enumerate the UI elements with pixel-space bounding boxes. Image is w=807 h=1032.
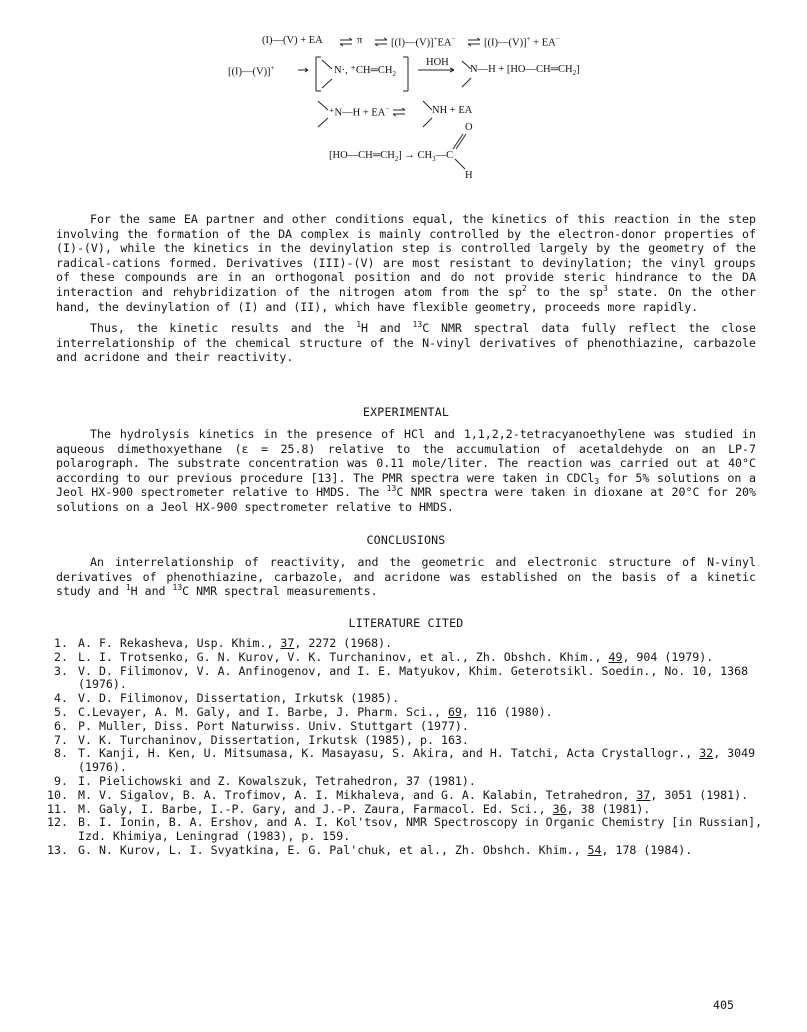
scheme-line2-product: N—H + $[HO—CH═CH_2]$ — [470, 64, 580, 78]
reference-text: P. Muller, Diss. Port Naturwiss. Univ. Stuttgart (1977). — [78, 718, 469, 733]
reference-number: 4. — [54, 691, 68, 706]
reference-item — [34, 706, 774, 720]
scheme-line1-ion-pair: [(I)—(V)]+EA− — [391, 35, 456, 49]
reference-number: 12. — [47, 815, 68, 830]
arrow-line2-a — [298, 68, 308, 72]
scheme-line2-radical: N·, $^+CH═CH_2$ — [334, 65, 396, 79]
reference-item — [34, 747, 774, 775]
reference-number: 9. — [54, 773, 68, 788]
reference-text: G. N. Kurov, L. I. Svyatkina, E. G. Pal'chuk, et al., Zh. Obshch. Khim., 54, 178 (1984). — [78, 842, 693, 857]
reference-text: I. Pielichowski and Z. Kowalszuk, Tetrahedron, 37 (1981). — [78, 773, 476, 788]
conclusions-heading: CONCLUSIONS — [366, 533, 446, 547]
reference-volume: 49 — [608, 649, 623, 664]
paragraph-experimental: The hydrolysis kinetics in the presence of HCl and 1,1,2,2-tetracyanoethylene was studied in aqueous dimethoxyethane (ε = 25.8) relative to the accumulation of acetaldehyde on an LP-7 polarograph. The substrate concentration was 0.11 mole/liter. The reaction was carried out at 40°C according to our previous procedure [13]. The PMR spectra were taken in CDCl$_3$ for 5% solutions on a Jeol HX-900 spectrometer relative to HMDS. The $^{13}$C NMR spectra were taken in dioxane at 20°C for 20% solutions on a Jeol HX-900 spectrometer relative to HMDS. — [56, 427, 757, 514]
reference-volume: 32 — [699, 746, 714, 761]
reference-item — [34, 637, 774, 651]
reference-item — [34, 789, 774, 803]
reference-item — [34, 803, 774, 817]
reference-item — [34, 816, 774, 844]
experimental-heading: EXPERIMENTAL — [362, 405, 450, 419]
paragraph-kinetics: For the same EA partner and other conditions equal, the kinetics of this reaction in the step involving the formation of the DA complex is mainly controlled by the electron-donor properties of (I)-(V), while the kinetics in the devinylation step is controlled largely by the geometry of the radical-cations formed. Derivatives (III)-(V) are most resistant to devinylation; the vinyl groups of these compounds are in an orthogonal position and do not provide steric hindrance to the DA interaction and rehybridization of the nitrogen atom from the $sp^2$ to the $sp^3$ state. On the other hand, the devinylation of (I) and (II), which have flexible geometry, proceeds more rapidly. — [56, 212, 756, 314]
scheme-line4-oxygen: O — [465, 122, 473, 133]
scheme-line2-reactant: [(I)—(V)]+ — [228, 64, 275, 78]
reference-number: 8. — [54, 746, 68, 761]
arrow-hoh — [418, 68, 454, 72]
bracket-right — [403, 57, 408, 91]
reference-text: L. I. Trotsenko, G. N. Kurov, V. K. Turchaninov, et al., Zh. Obshch. Khim., 49, 904 (1979). — [78, 649, 714, 664]
discussion-section — [56, 212, 756, 365]
carbonyl-double-bond — [453, 134, 466, 149]
conclusions-section — [56, 555, 756, 599]
reference-item — [34, 720, 774, 734]
scheme-line1-products: [(I)—(V)]+ + EA− — [484, 35, 560, 49]
reference-number: 10. — [47, 787, 68, 802]
scheme-line3-neutral: NH + EA — [432, 105, 473, 116]
scheme-line4-hydrogen: H — [465, 170, 473, 181]
reference-text: A. F. Rekasheva, Usp. Khim., 37, 2272 (1968). — [78, 636, 393, 650]
reference-number: 13. — [47, 842, 68, 857]
reference-text: T. Kanji, H. Ken, U. Mitsumasa, K. Masayasu, S. Akira, and H. Tatchi, Acta Crystallogr., 32, 3049 (1976). — [78, 746, 756, 775]
scheme-drawing — [0, 0, 807, 200]
reaction-scheme — [0, 0, 807, 200]
scheme-line1-pi: π — [357, 35, 363, 46]
equilibrium-arrow-1 — [340, 38, 352, 46]
reference-item — [34, 665, 774, 693]
scheme-line4-enol: $[HO—CH═CH_2]$ → $CH_3—C$ — [329, 150, 454, 164]
aldehyde-h-bond — [455, 159, 465, 169]
reference-text: M. Galy, I. Barbe, I.-P. Gary, and J.-P. Zaura, Farmacol. Ed. Sci., 36, 38 (1981). — [78, 801, 651, 816]
reference-item — [34, 775, 774, 789]
reference-number: 5. — [54, 704, 68, 719]
reference-item — [34, 692, 774, 706]
n-bonds-neutral — [423, 101, 432, 127]
reference-text: M. V. Sigalov, B. A. Trofimov, A. I. Mikhaleva, and G. A. Kalabin, Tetrahedron, 37, 3051 (1981). — [78, 787, 749, 802]
reference-number: 11. — [47, 801, 68, 816]
reference-text: V. D. Filimonov, Dissertation, Irkutsk (1985). — [78, 691, 400, 706]
reference-text: V. K. Turchaninov, Dissertation, Irkutsk (1985), p. 163. — [78, 732, 469, 747]
reference-number: 1. — [54, 636, 68, 650]
reference-volume: 54 — [587, 842, 602, 857]
reference-item — [34, 844, 774, 858]
n-bonds-cation — [318, 101, 328, 127]
reference-number: 7. — [54, 732, 68, 747]
reference-item — [34, 651, 774, 665]
equilibrium-arrow-3 — [468, 38, 480, 46]
literature-heading: LITERATURE CITED — [348, 616, 464, 630]
equilibrium-arrow-2 — [375, 38, 387, 46]
paragraph-summary: Thus, the kinetic results and the $^1$H and $^{13}$C NMR spectral data fully reflect the close interrelationship of the chemical structure of the N-vinyl derivatives of phenothiazine, carbazole and acridone and their reactivity. — [56, 320, 757, 365]
reference-volume: 36 — [552, 801, 567, 816]
scheme-line1-reactant: (I)—(V) + EA — [262, 35, 323, 46]
reference-volume: 69 — [447, 704, 462, 719]
reference-text: V. D. Filimonov, V. A. Anfinogenov, and I. E. Matyukov, Khim. Geterotsikl. Soedin., No. 10, 1368 (1976). — [78, 663, 749, 692]
n-bonds-line2 — [322, 60, 332, 88]
experimental-section — [56, 427, 756, 515]
reference-item — [34, 734, 774, 748]
page-number: 405 — [713, 998, 734, 1012]
scheme-line2-hoh: HOH — [426, 57, 449, 68]
reference-text: B. I. Ionin, B. A. Ershov, and A. I. Kol'tsov, NMR Spectroscopy in Organic Chemistry [in Russian], Izd. Khimiya, Leningrad (1983), p. 159. — [78, 815, 763, 844]
reference-number: 6. — [54, 718, 68, 733]
bracket-left — [316, 57, 321, 91]
reference-text: C.Levayer, A. M. Galy, and I. Barbe, J. Pharm. Sci., 69, 116 (1980). — [78, 704, 553, 719]
reference-number: 2. — [54, 649, 68, 664]
paragraph-conclusions: An interrelationship of reactivity, and the geometric and electronic structure of N-vinyl derivatives of phenothiazine, carbazole, and acridone was established on the basis of a kinetic study and $^1$H and $^{13}$C NMR spectral measurements. — [56, 555, 756, 599]
equilibrium-arrow-line3 — [393, 108, 405, 116]
reference-list — [34, 637, 774, 858]
scheme-line3-cation: ⁺N—H + EA− — [329, 105, 390, 119]
reference-volume: 37 — [636, 787, 651, 802]
reference-volume: 37 — [280, 636, 295, 650]
reference-number: 3. — [54, 663, 68, 678]
